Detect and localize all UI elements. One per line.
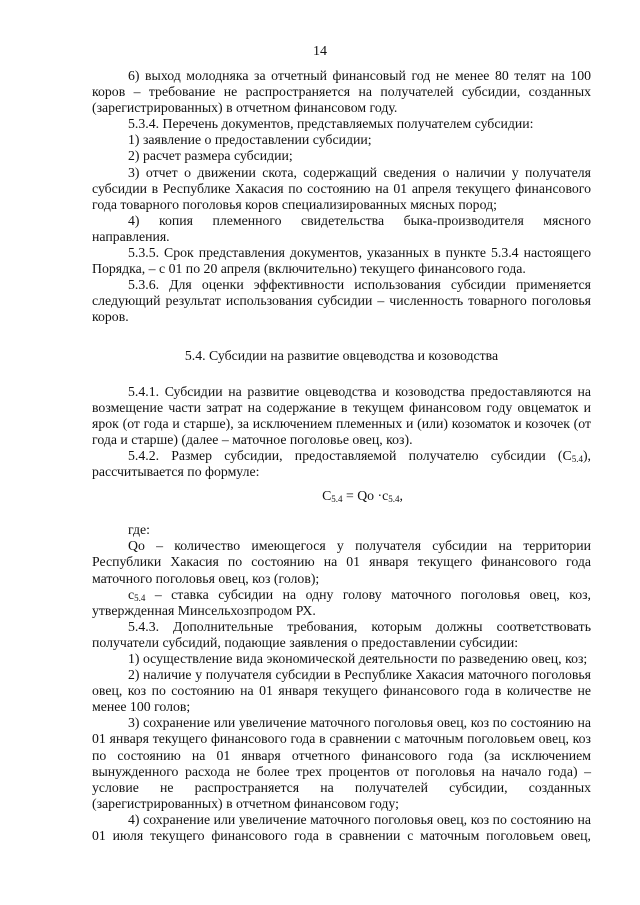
paragraph-5-4-1: 5.4.1. Субсидии на развитие овцеводства и козоводства предоставляются на возмещение части затрат на содержание в текущем финансовом году овцематок и ярок (от года и старше), за исключением племенных и (или) козоматок и козочек (от года и старше) (далее – маточное поголовье овец, коз). <box>92 383 591 447</box>
p-5-4-2-tail: ), рассчитывается по формуле: <box>92 447 591 480</box>
formula-eq: = Qо ·с <box>342 488 389 504</box>
paragraph-5-4-3: 5.4.3. Дополнительные требования, которым должны соответствовать получатели субсидий, подающие заявления о предоставлении субсидии: <box>92 618 591 650</box>
requirement-2: 2) наличие у получателя субсидии в Республике Хакасия маточного поголовья овец, коз по состоянию на 01 января текущего финансового года в количестве не менее 100 голов; <box>92 667 591 715</box>
paragraph-5-4-2 <box>92 448 591 480</box>
document-body <box>92 68 591 844</box>
formula-end: , <box>399 488 403 504</box>
p-5-4-2-sub: 5.4 <box>571 453 583 464</box>
formula-lhs-sub: 5.4 <box>331 494 343 505</box>
formula-rhs-sub: 5.4 <box>388 494 400 505</box>
def-c-sub: 5.4 <box>134 592 146 603</box>
paragraph-5-3-5: 5.3.5. Срок представления документов, указанных в пункте 5.3.4 настоящего Порядка, – с 01 по 20 апреля (включительно) текущего финансового года. <box>92 245 591 277</box>
def-c-symbol: с <box>128 586 135 602</box>
requirement-3: 3) сохранение или увеличение маточного поголовья овец, коз по состоянию на 01 января текущего финансового года в сравнении с маточным поголовьем овец, коз по состоянию на 01 января отчетного финансового года (за исключением вынужденного расхода не более трех процентов от поголовья на начало года) – условие не распространяется на получателей субсидии, созданных (зарегистрированных) в отчетном финансовом году; <box>92 715 591 811</box>
definition-c54 <box>92 587 591 619</box>
list-item-breeding-certificate: 4) копия племенного свидетельства быка-производителя мясного направления. <box>92 212 591 244</box>
list-item-calculation: 2) расчет размера субсидии; <box>128 148 293 164</box>
paragraph-calf-yield: 6) выход молодняка за отчетный финансовый год не менее 80 телят на 100 коров – требование не распространяется на получателей субсидии, созданных (зарегистрированных) в отчетном финансовом году. <box>92 68 591 116</box>
definition-qo: Qо – количество имеющегося у получателя субсидии на территории Республики Хакасия по состоянию на 01 января текущего финансового года маточного поголовья овец, коз (голов); <box>92 538 591 586</box>
section-heading-5-4: 5.4. Субсидии на развитие овцеводства и козоводства <box>184 347 499 363</box>
p-5-4-2-text: 5.4.2. Размер субсидии, предоставляемой получателю субсидии (С <box>128 447 572 463</box>
requirement-1: 1) осуществление вида экономической деятельности по разведению овец, коз; <box>128 651 588 666</box>
formula <box>92 488 591 504</box>
formula-lhs: С <box>322 488 332 504</box>
page-number: 14 <box>313 44 327 59</box>
requirement-4: 4) сохранение или увеличение маточного поголовья овец, коз по состоянию на 01 июля текущего финансового года в сравнении с маточным поголовьем овец, <box>92 811 591 844</box>
def-c-text: – ставка субсидии на одну голову маточного поголовья овец, коз, утвержденная Минсельхозпродом РХ. <box>92 586 591 618</box>
paragraph-5-3-4: 5.3.4. Перечень документов, представляемых получателем субсидии: <box>128 116 534 132</box>
paragraph-5-3-6: 5.3.6. Для оценки эффективности использования субсидии применяется следующий результат использования субсидии – численность товарного поголовья коров. <box>92 277 591 325</box>
where-label: где: <box>128 522 150 538</box>
list-item-application: 1) заявление о предоставлении субсидии; <box>128 132 372 148</box>
list-item-livestock-report: 3) отчет о движении скота, содержащий сведения о наличии у получателя субсидии в Республике Хакасия по состоянию на 01 апреля текущего финансового года товарного поголовья коров специализированных мясных пород; <box>92 164 591 212</box>
